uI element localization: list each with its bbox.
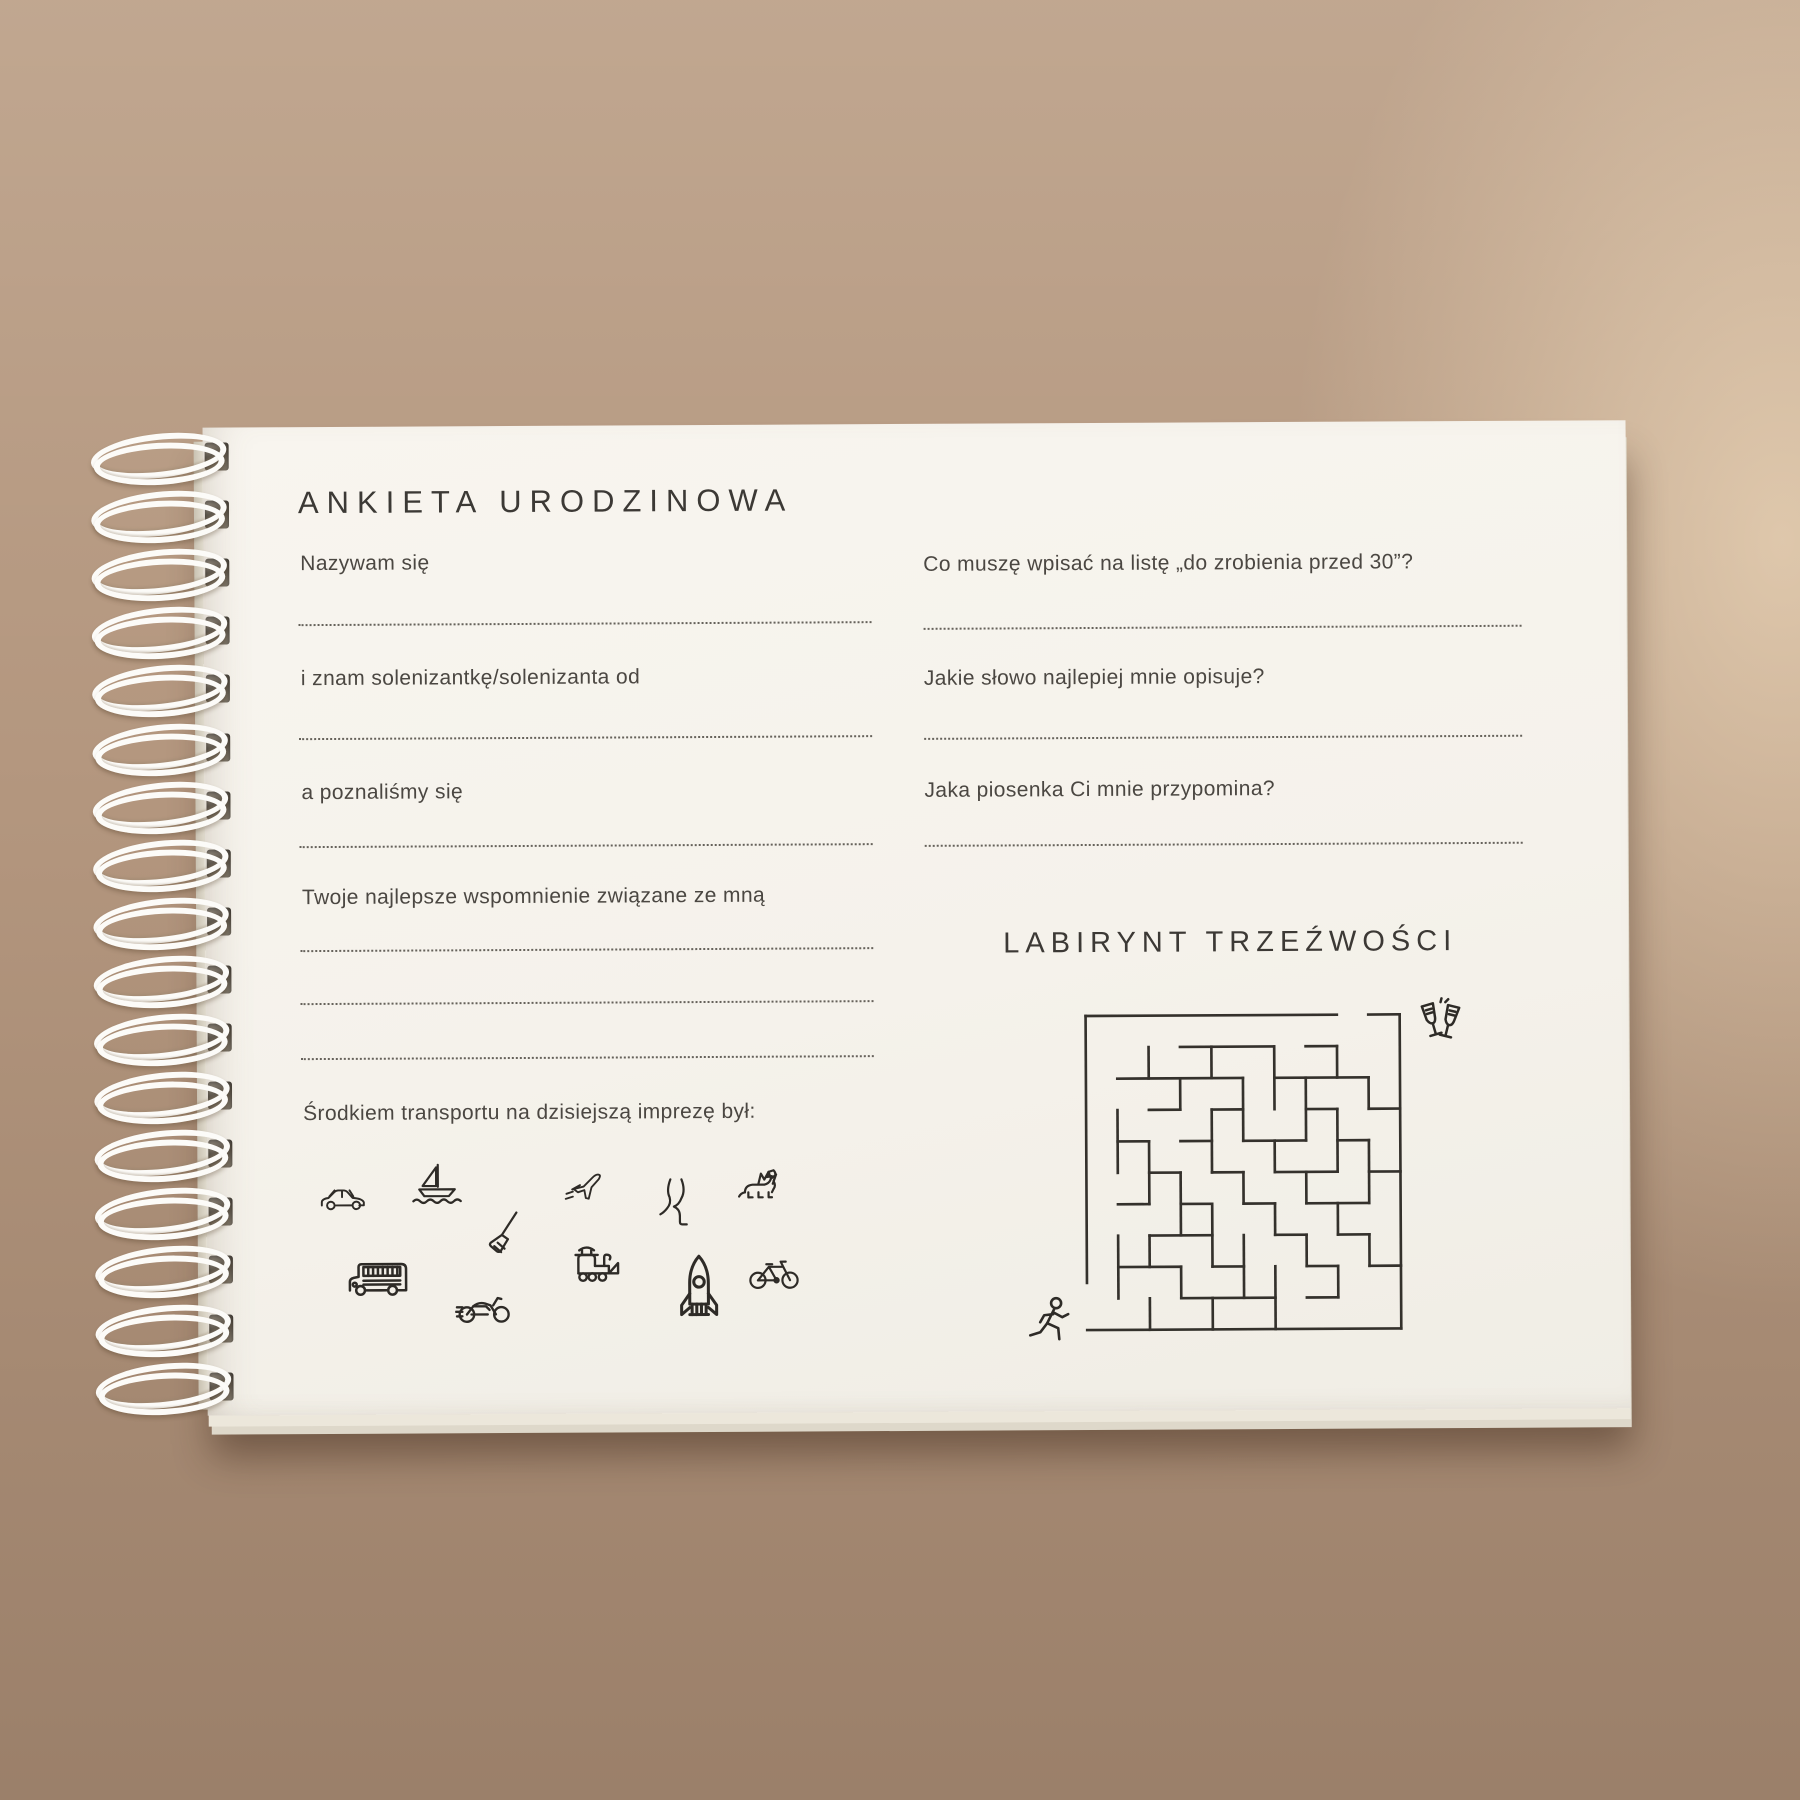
legs-icon — [658, 1174, 692, 1232]
maze-title: LABIRYNT TRZEŹWOŚCI — [1003, 925, 1458, 960]
school-bus-icon — [347, 1258, 409, 1298]
spiral-coil — [91, 608, 241, 655]
question-todo-before-30: Co muszę wpisać na listę „do zrobienia przed 30”? — [923, 550, 1414, 576]
question-name: Nazywam się — [300, 551, 430, 576]
spiral-coil — [95, 1247, 245, 1294]
spiral-coil — [93, 840, 243, 887]
spiral-coil — [91, 433, 241, 480]
airplane-icon — [563, 1162, 609, 1206]
answer-line — [301, 1055, 874, 1060]
maze-graphic — [1084, 1012, 1404, 1332]
answer-line — [301, 1000, 874, 1005]
spiral-coil — [93, 956, 243, 1003]
question-song-reminds: Jaka piosenka Ci mnie przypomina? — [924, 777, 1276, 802]
answer-line — [925, 842, 1523, 847]
spiral-coil — [95, 1305, 245, 1352]
answer-line — [299, 735, 872, 740]
car-icon — [318, 1177, 368, 1213]
running-person-icon — [1027, 1295, 1073, 1351]
question-how-met: a poznaliśmy się — [301, 780, 464, 805]
question-transport: Środkiem transportu na dzisiejszą imprezę był: — [303, 1099, 756, 1126]
spiral-coil — [91, 492, 241, 539]
spiral-coil — [93, 898, 243, 945]
rocket-icon — [678, 1251, 720, 1329]
bicycle-icon — [747, 1253, 801, 1293]
spiral-coil — [92, 782, 242, 829]
sailboat-icon — [409, 1161, 464, 1205]
answer-line — [299, 621, 872, 626]
page-title: ANKIETA URODZINOWA — [297, 482, 794, 521]
answer-line — [300, 843, 873, 848]
spiral-coil — [94, 1014, 244, 1061]
answer-line — [300, 947, 873, 952]
dragon-icon — [736, 1157, 790, 1201]
question-know-since: i znam solenizantkę/solenizanta od — [300, 665, 641, 691]
survey-page — [203, 420, 1631, 1415]
question-word-describes: Jakie słowo najlepiej mnie opisuje? — [923, 665, 1265, 690]
question-best-memory: Twoje najlepsze wspomnienie związane ze mną — [301, 883, 766, 910]
spiral-coil — [95, 1189, 245, 1236]
spiral-coil — [94, 1131, 244, 1178]
motorcycle-icon — [455, 1290, 513, 1324]
steam-train-icon — [569, 1234, 623, 1282]
broom-icon — [484, 1210, 522, 1258]
champagne-glasses-icon — [1418, 997, 1464, 1051]
spiral-coil — [91, 550, 241, 597]
answer-line — [924, 735, 1522, 740]
spiral-binding — [91, 433, 256, 1424]
spiral-coil — [94, 1073, 244, 1120]
answer-line — [924, 625, 1522, 630]
spiral-coil — [95, 1363, 245, 1410]
spiral-coil — [92, 666, 242, 713]
spiral-coil — [92, 724, 242, 771]
